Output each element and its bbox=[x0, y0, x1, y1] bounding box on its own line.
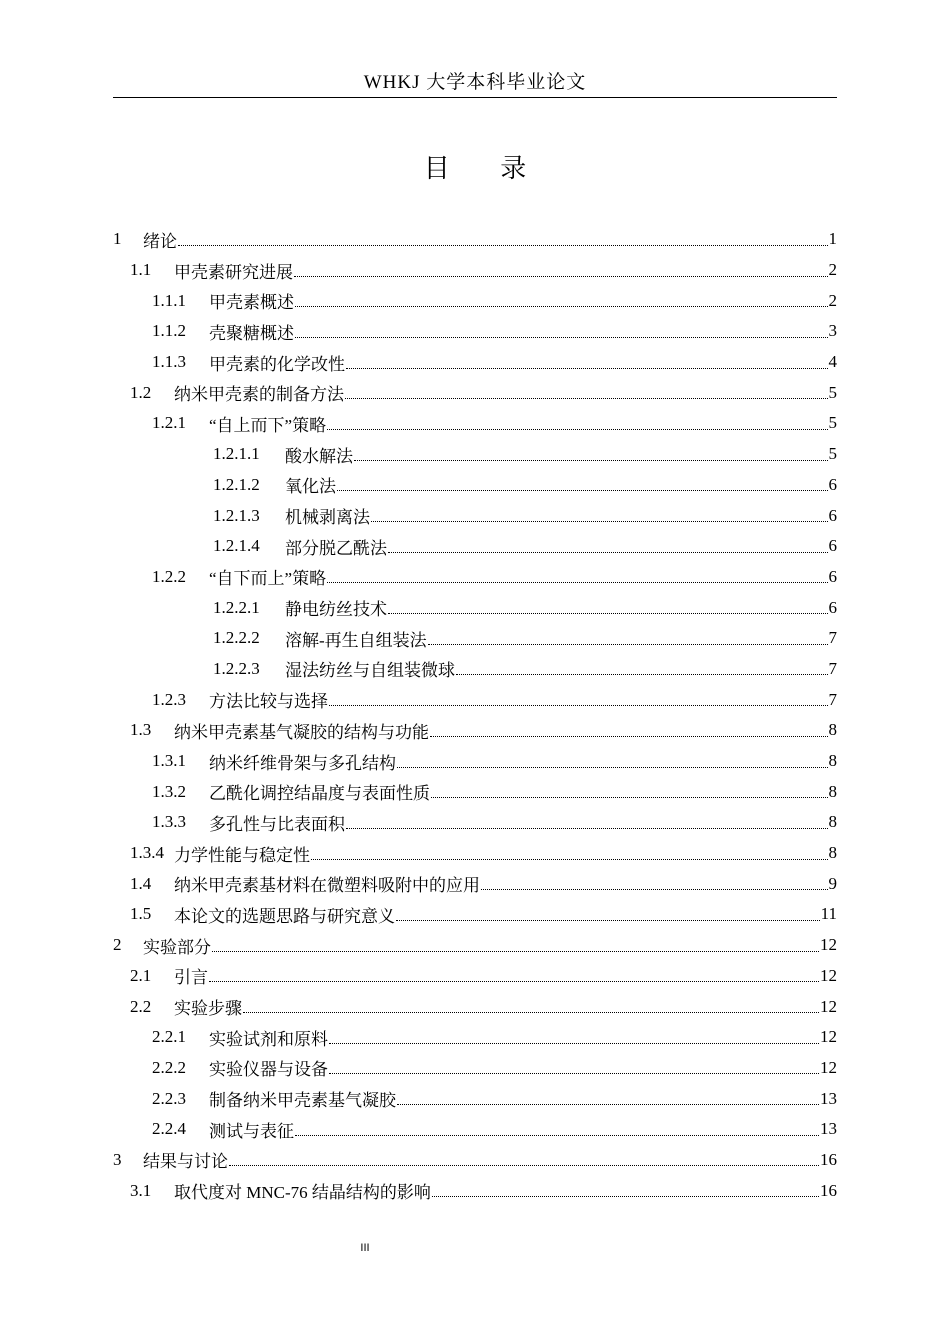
toc-entry-page: 6 bbox=[828, 566, 837, 586]
toc-entry-number: 1.2.1.2 bbox=[213, 474, 260, 494]
toc-entry-number: 1.3.2 bbox=[152, 781, 186, 801]
toc-entry-number: 1.1 bbox=[130, 260, 152, 280]
dot-leader bbox=[397, 1084, 819, 1105]
toc-entry-number: 2.2.4 bbox=[152, 1119, 186, 1139]
toc-entry-number: 1.1.2 bbox=[152, 321, 186, 341]
dot-leader bbox=[294, 256, 828, 277]
toc-entry-title: 静电纺丝技术 bbox=[285, 600, 387, 620]
toc-entry-number: 1.3.4 bbox=[130, 843, 164, 863]
toc-entry[interactable] bbox=[113, 224, 837, 255]
toc-entry-number: 1.1.3 bbox=[152, 352, 186, 372]
toc-entry[interactable] bbox=[113, 316, 837, 347]
toc-entry-number: 2.2.2 bbox=[152, 1057, 186, 1077]
toc-entry-page: 12 bbox=[820, 996, 837, 1016]
dot-leader bbox=[354, 440, 828, 461]
toc-entry[interactable] bbox=[113, 868, 837, 899]
dot-leader bbox=[388, 593, 828, 614]
dot-leader bbox=[397, 747, 828, 768]
toc-entry-page: 6 bbox=[828, 505, 837, 525]
toc-entry[interactable] bbox=[113, 255, 837, 286]
toc-entry-number: 1.3 bbox=[130, 720, 152, 740]
toc-entry[interactable] bbox=[113, 500, 837, 531]
toc-entry-page: 1 bbox=[828, 229, 837, 249]
toc-entry-title: 结果与讨论 bbox=[143, 1152, 228, 1172]
toc-entry-number: 1.2.3 bbox=[152, 689, 186, 709]
toc-entry[interactable] bbox=[113, 715, 837, 746]
toc-entry-page: 3 bbox=[828, 321, 837, 341]
toc-entry[interactable] bbox=[113, 961, 837, 992]
toc-entry-number: 1.2.1 bbox=[152, 413, 186, 433]
toc-entry-title: 力学性能与稳定性 bbox=[174, 845, 310, 865]
toc-entry-number: 1.2.2.3 bbox=[213, 658, 260, 678]
toc-entry-title: 实验仪器与设备 bbox=[209, 1060, 328, 1080]
toc-entry-title: 制备纳米甲壳素基气凝胶 bbox=[209, 1091, 396, 1111]
dot-leader bbox=[329, 1023, 819, 1044]
dot-leader bbox=[337, 470, 828, 491]
toc-entry-page: 8 bbox=[828, 751, 837, 771]
dot-leader bbox=[371, 501, 828, 522]
toc-entry-number: 1.3.1 bbox=[152, 751, 186, 771]
toc-entry-title: 机械剥离法 bbox=[285, 508, 370, 528]
toc-entry-page: 16 bbox=[820, 1149, 837, 1169]
toc-entry-page: 8 bbox=[828, 781, 837, 801]
toc-entry-page: 2 bbox=[828, 290, 837, 310]
dot-leader bbox=[229, 1145, 819, 1166]
toc-entry-number: 2.1 bbox=[130, 965, 152, 985]
dot-leader bbox=[311, 839, 828, 860]
toc-entry-title: 溶解-再生自组装法 bbox=[285, 630, 427, 650]
toc-entry-page: 6 bbox=[828, 597, 837, 617]
toc-entry-page: 6 bbox=[828, 474, 837, 494]
dot-leader bbox=[209, 961, 819, 982]
toc-entry[interactable] bbox=[113, 1083, 837, 1114]
toc-entry-number: 2.2.1 bbox=[152, 1027, 186, 1047]
dot-leader bbox=[432, 1176, 819, 1197]
toc-entry-page: 7 bbox=[828, 658, 837, 678]
toc-entry[interactable] bbox=[113, 1053, 837, 1084]
table-of-contents bbox=[113, 224, 837, 1206]
toc-entry[interactable] bbox=[113, 285, 837, 316]
dot-leader bbox=[456, 654, 828, 675]
toc-entry-number: 1.2.2 bbox=[152, 566, 186, 586]
toc-entry-page: 8 bbox=[828, 843, 837, 863]
toc-entry[interactable] bbox=[113, 746, 837, 777]
toc-entry-title: 实验试剂和原料 bbox=[209, 1029, 328, 1049]
toc-entry-page: 4 bbox=[828, 352, 837, 372]
toc-entry[interactable] bbox=[113, 377, 837, 408]
toc-entry-title: 引言 bbox=[174, 968, 208, 988]
toc-entry[interactable] bbox=[113, 930, 837, 961]
toc-entry[interactable] bbox=[113, 838, 837, 869]
toc-entry-number: 2.2 bbox=[130, 996, 152, 1016]
toc-entry[interactable] bbox=[113, 1114, 837, 1145]
dot-leader bbox=[243, 992, 819, 1013]
toc-entry[interactable] bbox=[113, 592, 837, 623]
dot-leader bbox=[396, 900, 820, 921]
toc-entry-title: 多孔性与比表面积 bbox=[209, 814, 345, 834]
toc-entry-number: 1.2.1.4 bbox=[213, 536, 260, 556]
toc-entry-page: 11 bbox=[820, 904, 837, 924]
dot-leader bbox=[345, 378, 828, 399]
dot-leader bbox=[327, 562, 827, 583]
toc-entry-number: 1.2.1.3 bbox=[213, 505, 260, 525]
toc-entry-title: 氧化法 bbox=[285, 477, 336, 497]
toc-entry-title: 甲壳素概述 bbox=[209, 293, 294, 313]
toc-entry-number: 2.2.3 bbox=[152, 1088, 186, 1108]
toc-entry[interactable] bbox=[113, 347, 837, 378]
toc-entry-number: 1.2 bbox=[130, 382, 152, 402]
toc-entry[interactable] bbox=[113, 654, 837, 685]
toc-entry-number: 1.2.1.1 bbox=[213, 444, 260, 464]
toc-entry-page: 7 bbox=[828, 689, 837, 709]
toc-entry-title: 酸水解法 bbox=[285, 446, 353, 466]
toc-entry-number: 1.5 bbox=[130, 904, 152, 924]
toc-entry[interactable] bbox=[113, 1022, 837, 1053]
toc-entry-title: 纳米甲壳素基气凝胶的结构与功能 bbox=[174, 722, 429, 742]
toc-entry[interactable] bbox=[113, 470, 837, 501]
dot-leader bbox=[329, 1053, 819, 1074]
toc-entry-page: 5 bbox=[828, 382, 837, 402]
toc-entry-page: 13 bbox=[820, 1119, 837, 1139]
toc-entry[interactable] bbox=[113, 408, 837, 439]
toc-title: 目 录 bbox=[423, 154, 549, 183]
toc-entry-title: 壳聚糖概述 bbox=[209, 323, 294, 343]
header-title: WHKJ 大学本科毕业论文 bbox=[363, 72, 587, 93]
dot-leader bbox=[329, 685, 828, 706]
toc-entry-page: 12 bbox=[820, 935, 837, 955]
toc-entry-title: 部分脱乙酰法 bbox=[285, 538, 387, 558]
toc-entry-page: 12 bbox=[820, 1057, 837, 1077]
toc-entry-page: 16 bbox=[820, 1180, 837, 1200]
toc-entry-page: 8 bbox=[828, 720, 837, 740]
toc-entry-number: 2 bbox=[113, 935, 122, 955]
toc-entry-title: 取代度对 MNC-76 结晶结构的影响 bbox=[174, 1183, 431, 1203]
toc-entry[interactable] bbox=[113, 807, 837, 838]
toc-entry-title: 实验步骤 bbox=[174, 999, 242, 1019]
toc-entry-title: 纳米纤维骨架与多孔结构 bbox=[209, 753, 396, 773]
toc-entry-page: 7 bbox=[828, 628, 837, 648]
toc-entry-page: 8 bbox=[828, 812, 837, 832]
toc-entry[interactable] bbox=[113, 991, 837, 1022]
toc-entry-number: 1 bbox=[113, 229, 122, 249]
toc-entry-title: 甲壳素研究进展 bbox=[174, 262, 293, 282]
toc-entry-title: 乙酰化调控结晶度与表面性质 bbox=[209, 784, 430, 804]
toc-entry-title: “自上而下”策略 bbox=[209, 415, 327, 435]
toc-entry-page: 12 bbox=[820, 965, 837, 985]
toc-entry[interactable] bbox=[113, 1175, 837, 1206]
toc-entry-page: 5 bbox=[828, 413, 837, 433]
toc-entry[interactable] bbox=[113, 684, 837, 715]
dot-leader bbox=[295, 1115, 819, 1136]
toc-entry-number: 1.2.2.1 bbox=[213, 597, 260, 617]
toc-entry-number: 1.4 bbox=[130, 873, 152, 893]
toc-entry-number: 3.1 bbox=[130, 1180, 152, 1200]
page-number: III bbox=[360, 1242, 370, 1254]
toc-entry-title: 纳米甲壳素的制备方法 bbox=[174, 385, 344, 405]
dot-leader bbox=[388, 532, 828, 553]
toc-entry-title: 湿法纺丝与自组装微球 bbox=[285, 661, 455, 681]
toc-entry[interactable] bbox=[113, 776, 837, 807]
toc-entry-page: 12 bbox=[820, 1027, 837, 1047]
toc-entry-number: 1.1.1 bbox=[152, 290, 186, 310]
toc-entry-title: 测试与表征 bbox=[209, 1121, 294, 1141]
toc-entry-title: 实验部分 bbox=[143, 937, 211, 957]
toc-entry[interactable] bbox=[113, 562, 837, 593]
dot-leader bbox=[178, 225, 828, 246]
dot-leader bbox=[327, 409, 827, 430]
toc-entry[interactable] bbox=[113, 439, 837, 470]
dot-leader bbox=[428, 624, 828, 645]
dot-leader bbox=[346, 808, 828, 829]
toc-entry[interactable] bbox=[113, 623, 837, 654]
toc-entry-page: 13 bbox=[820, 1088, 837, 1108]
page-header bbox=[113, 70, 837, 98]
dot-leader bbox=[212, 931, 819, 952]
dot-leader bbox=[431, 777, 828, 798]
toc-entry[interactable] bbox=[113, 899, 837, 930]
toc-entry-title: 本论文的选题思路与研究意义 bbox=[174, 906, 395, 926]
toc-entry-page: 5 bbox=[828, 444, 837, 464]
dot-leader bbox=[295, 286, 828, 307]
toc-entry-page: 9 bbox=[828, 873, 837, 893]
toc-entry-title: 纳米甲壳素基材料在微塑料吸附中的应用 bbox=[174, 876, 480, 896]
toc-entry-number: 1.2.2.2 bbox=[213, 628, 260, 648]
toc-entry-title: 绪论 bbox=[143, 231, 177, 251]
toc-entry-title: 甲壳素的化学改性 bbox=[209, 354, 345, 374]
dot-leader bbox=[430, 716, 828, 737]
toc-entry-title: 方法比较与选择 bbox=[209, 692, 328, 712]
toc-entry[interactable] bbox=[113, 1145, 837, 1176]
dot-leader bbox=[346, 348, 828, 369]
toc-entry-title: “自下而上”策略 bbox=[209, 569, 327, 589]
toc-entry-page: 2 bbox=[828, 260, 837, 280]
toc-entry[interactable] bbox=[113, 531, 837, 562]
dot-leader bbox=[481, 869, 828, 890]
toc-entry-number: 3 bbox=[113, 1149, 122, 1169]
toc-entry-page: 6 bbox=[828, 536, 837, 556]
dot-leader bbox=[295, 317, 828, 338]
toc-entry-number: 1.3.3 bbox=[152, 812, 186, 832]
